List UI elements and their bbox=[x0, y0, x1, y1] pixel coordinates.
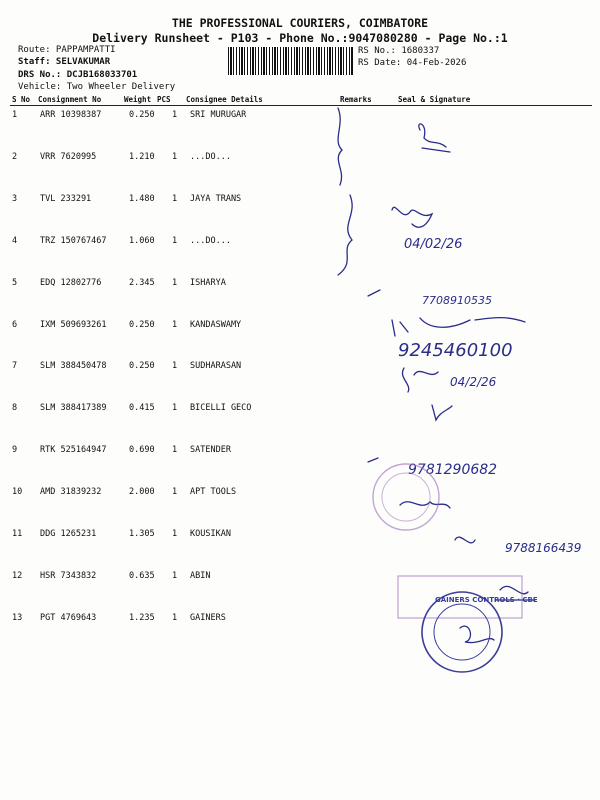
consignment-no: SLM 388417389 bbox=[40, 403, 107, 414]
sno: 2 bbox=[12, 151, 18, 162]
consignee-name: KOUSIKAN bbox=[190, 529, 231, 539]
consignment-no: HSR 7343832 bbox=[40, 570, 97, 581]
consignee-name: SRI MURUGAR bbox=[190, 110, 247, 120]
vehicle-label: Vehicle: Two Wheeler Delivery bbox=[18, 82, 176, 92]
route-label: Route: PAPPAMPATTI bbox=[18, 45, 116, 55]
staff-label: Staff: SELVAKUMAR bbox=[18, 57, 111, 67]
consignee-name: ABIN bbox=[190, 570, 211, 581]
sno: 12 bbox=[12, 570, 23, 581]
pcs: 1 bbox=[172, 151, 178, 162]
pcs: 1 bbox=[172, 235, 178, 246]
pcs: 1 bbox=[172, 487, 178, 498]
bracket-mark-1 bbox=[338, 108, 342, 185]
sno: 11 bbox=[12, 529, 23, 539]
weight: 0.415 bbox=[129, 403, 155, 414]
weight: 0.250 bbox=[129, 110, 155, 120]
consignee-name: SATENDER bbox=[190, 445, 231, 456]
consignment-no: ARR 10398387 bbox=[40, 110, 102, 120]
weight: 1.305 bbox=[129, 529, 155, 539]
consignment-no: IXM 509693261 bbox=[40, 319, 107, 330]
weight: 1.060 bbox=[129, 235, 155, 246]
consignee-name: ...DO... bbox=[190, 151, 231, 162]
sno: 9 bbox=[12, 445, 18, 456]
arrow-row5 bbox=[368, 290, 380, 296]
consignee-name: GAINERS bbox=[190, 612, 226, 623]
consignment-no: SLM 388450478 bbox=[40, 361, 107, 372]
consignee-name: ISHARYA bbox=[190, 277, 226, 288]
stamp-text: GAINERS CONTROLS · CBE bbox=[435, 596, 538, 604]
weight: 2.000 bbox=[129, 487, 155, 498]
signature-2 bbox=[392, 207, 432, 227]
sno: 3 bbox=[12, 193, 18, 204]
weight: 0.690 bbox=[129, 445, 155, 456]
weight: 2.345 bbox=[129, 277, 155, 288]
consignee-name: SUDHARASAN bbox=[190, 361, 242, 372]
pcs: 1 bbox=[172, 445, 178, 456]
weight: 1.480 bbox=[129, 193, 155, 204]
consignment-no: PGT 4769643 bbox=[40, 612, 97, 623]
pcs: 1 bbox=[172, 570, 178, 581]
consignment-no: VRR 7620995 bbox=[40, 151, 97, 162]
weight: 0.250 bbox=[129, 319, 155, 330]
rs-date: RS Date: 04-Feb-2026 bbox=[358, 58, 467, 68]
sno: 4 bbox=[12, 235, 18, 246]
header-remarks: Remarks bbox=[340, 95, 372, 104]
company-title: THE PROFESSIONAL COURIERS, COIMBATORE bbox=[171, 16, 429, 30]
sno: 6 bbox=[12, 319, 18, 330]
header-sno: S No bbox=[12, 95, 31, 104]
header-pcs: PCS bbox=[157, 95, 171, 104]
signature-1 bbox=[419, 124, 450, 152]
handwritten-phone-4: 9788166439 bbox=[505, 541, 582, 555]
signature-7 bbox=[455, 537, 475, 543]
consignment-no: TRZ 150767467 bbox=[40, 235, 107, 246]
header-seal: Seal & Signature bbox=[398, 95, 471, 104]
pcs: 1 bbox=[172, 319, 178, 330]
pcs: 1 bbox=[172, 529, 178, 539]
runsheet-heading: Delivery Runsheet - P103 - Phone No.:9047080280 - Page No.:1 bbox=[92, 31, 508, 45]
consignment-no: EDQ 12802776 bbox=[40, 277, 102, 288]
sno: 7 bbox=[12, 361, 18, 372]
consignee-name: APT TOOLS bbox=[190, 487, 237, 498]
pcs: 1 bbox=[172, 403, 178, 414]
pcs: 1 bbox=[172, 361, 178, 372]
arrow-row9 bbox=[368, 458, 378, 462]
weight: 1.210 bbox=[129, 151, 155, 162]
rs-number: RS No.: 1680337 bbox=[358, 46, 440, 56]
weight: 0.635 bbox=[129, 570, 155, 581]
consignment-no: TVL 233291 bbox=[40, 193, 92, 204]
sno: 13 bbox=[12, 612, 23, 623]
handwritten-date-1: 04/02/26 bbox=[404, 237, 463, 252]
pcs: 1 bbox=[172, 612, 178, 623]
handwritten-phone-3: 9781290682 bbox=[408, 462, 498, 478]
weight: 1.235 bbox=[129, 612, 155, 623]
consignment-no: DDG 1265231 bbox=[40, 529, 97, 539]
sno: 8 bbox=[12, 403, 18, 414]
handwritten-phone-2: 9245460100 bbox=[398, 340, 513, 361]
pcs: 1 bbox=[172, 110, 178, 120]
round-stamp-1 bbox=[373, 464, 439, 530]
sno: 1 bbox=[12, 110, 18, 120]
header-consignee: Consignee Details bbox=[186, 95, 263, 104]
sno: 5 bbox=[12, 277, 18, 288]
signature-5 bbox=[432, 405, 452, 420]
pcs: 1 bbox=[172, 193, 178, 204]
weight: 0.250 bbox=[129, 361, 155, 372]
pcs: 1 bbox=[172, 277, 178, 288]
consignee-name: KANDASWAMY bbox=[190, 319, 242, 330]
signature-4 bbox=[402, 368, 438, 392]
header-weight: Weight bbox=[124, 95, 152, 104]
consignee-name: ...DO... bbox=[190, 235, 231, 246]
handwritten-date-2: 04/2/26 bbox=[450, 375, 497, 389]
signature-6 bbox=[400, 502, 450, 508]
sno: 10 bbox=[12, 487, 23, 498]
bracket-mark-2 bbox=[338, 195, 352, 275]
drs-number: DRS No.: DCJB168033701 bbox=[18, 70, 138, 80]
consignee-name: JAYA TRANS bbox=[190, 193, 242, 204]
consignee-name: BICELLI GECO bbox=[190, 403, 252, 414]
signature-3 bbox=[392, 318, 525, 336]
handwritten-phone-1: 7708910535 bbox=[422, 294, 492, 307]
consignment-no: RTK 525164947 bbox=[40, 445, 107, 456]
consignment-no: AMD 31839232 bbox=[40, 487, 102, 498]
header-consignment: Consignment No bbox=[38, 95, 102, 104]
